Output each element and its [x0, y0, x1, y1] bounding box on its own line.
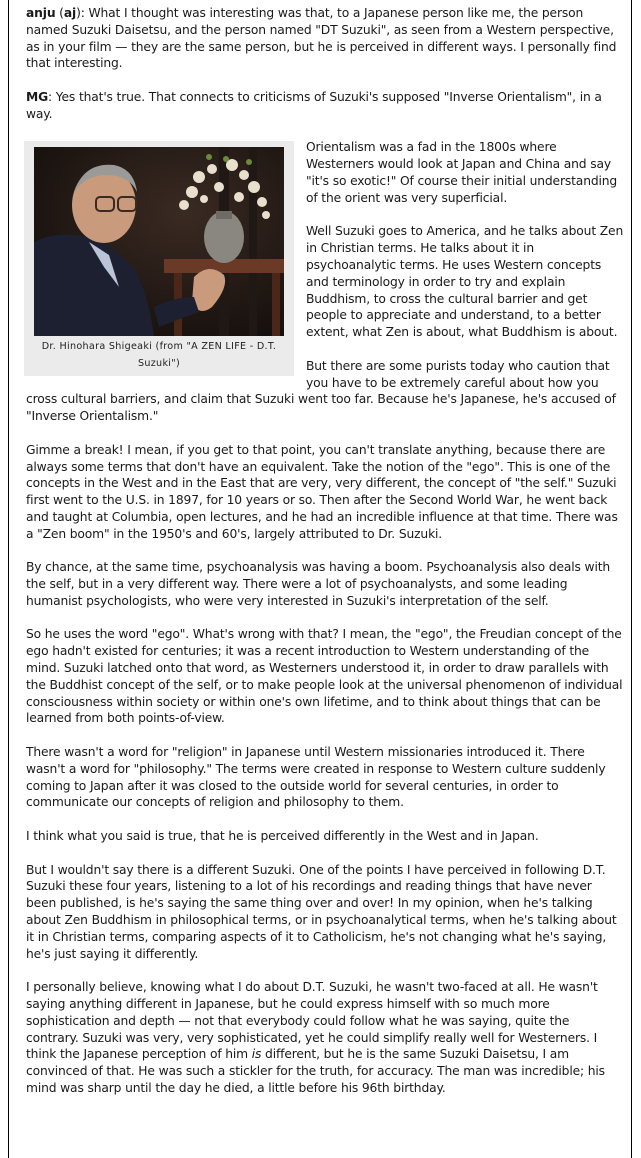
speaker-abbr: aj [63, 6, 77, 20]
paragraph-text: different, but he is the same Suzuki Daisetsu, I am convinced of that. He was such a stickler for the truth, for accuracy. The man was incredible; his mind was sharp until the day he died, a little before his 96th birthday. [26, 1047, 605, 1095]
paragraph: But I wouldn't say there is a different Suzuki. One of the points I have perceived in following D.T. Suzuki these four years, listening to a lot of his recordings and reading things that have never been published, is he's saying the same thing over and over! In my opinion, when he's talking about Zen Buddhism in philosophical terms, or in psychoanalytical terms, when he's talking about it in Christian terms, comparing aspects of it to Catholicism, he's not changing what he's saying, he's just saying it differently. [26, 862, 617, 961]
paragraph: I think what you said is true, that he is perceived differently in the West and in Japan. [26, 829, 539, 844]
paragraph-text: : Yes that's true. That connects to criticisms of Suzuki's supposed "Inverse Orientalism", in a way. [26, 89, 602, 121]
paragraph: By chance, at the same time, psychoanalysis was having a boom. Psychoanalysis also deals with the self, but in a very different way. There were a lot of psychoanalysts, and some leading humanist psychologists, who were very interested in Suzuki's interpretation of the self. [26, 560, 611, 608]
paragraph-text: I personally believe, knowing what I do about D.T. Suzuki, he wasn't two-faced at all. He wasn't saying anything different in Japanese, but he could express himself with so much more sophistication and depth — not that everybody could follow what he was saying, quite the contrary. Suzuki was very, very sophisticated, yet he could simplify really well for Westerners. I think the Japanese perception of him [26, 980, 598, 1062]
paragraph: There wasn't a word for "religion" in Japanese until Western missionaries introduced it. There wasn't a word for "philosophy." The terms were created in response to Western culture suddenly coming to Japan after it was closed to the outside world for several centuries, in order to communicate our concepts of religion and philosophy to them. [26, 745, 606, 810]
paragraph-anju: anju (aj): What I thought was interesting was that, to a Japanese person like me, the person named Suzuki Daisetsu, and the person named "DT Suzuki", as seen from a Western perspective, as in your film — they are the same person, but he is perceived in different ways. I personally find that interesting. [26, 6, 617, 71]
paragraph: Gimme a break! I mean, if you get to that point, you can't translate anything, because there are always some terms that don't have an equivalent. Take the notion of the "ego". This is one of the concepts in the West and in the East that are very, very different, the concept of "the self." Suzuki first went to the U.S. in 1897, for 10 years or so. Then after the Second World War, he went back and taught at Columbia, open lectures, and he had an incredible influence at that time. There was a "Zen boom" in the 1950's and 60's, largely attributed to Dr. Suzuki. [26, 442, 618, 541]
paragraph-mg [26, 89, 624, 123]
speaker-name: MG [26, 89, 49, 104]
paragraph-text: : What I thought was interesting was that, to a Japanese person like me, the person named Suzuki Daisetsu, and the person named "DT Suzuki", as seen from a Western perspective, as in your film — they are the same person, but he is perceived in different ways. I personally find that interesting. [26, 6, 617, 71]
paragraph: So he uses the word "ego". What's wrong with that? I mean, the "ego", the Freudian concept of the ego hadn't existed for centuries; it was a recent introduction to Western understanding of the mind. Suzuki latched onto that word, as Westerners understood it, in order to draw parallels with the Buddhist concept of the self, or to make people look at the universal phenomenon of individual consciousness within society or within one's own lifetime, and to think about things that can be learned from both points-of-view. [26, 627, 623, 726]
speaker-name: anju [26, 6, 56, 20]
photo-caption: Dr. Hinohara Shigeaki (from "A ZEN LIFE - D.T. Suzuki") [41, 341, 277, 370]
portrait-photo [34, 147, 284, 336]
paragraph: But there are some purists today who caution that you have to be extremely careful about how you cross cultural barriers, and claim that Suzuki went too far. Because he's Japanese, he's accused of "Inverse Orientalism." [26, 358, 616, 424]
paragraph-final [26, 979, 624, 1097]
paragraph: Well Suzuki goes to America, and he talks about Zen in Christian terms. He talks about it in psychoanalytic terms. He uses Western concepts and terminology in order to try and explain Buddhism, to cross the cultural barrier and get people to appreciate and understand, to a better extent, what Zen is about, what Buddhism is about. [306, 224, 624, 340]
emphasis: is [251, 1047, 262, 1062]
photo-figure [24, 141, 294, 376]
portrait-illustration [34, 147, 284, 336]
paragraph: Orientalism was a fad in the 1800s where Westerners would look at Japan and China and say "it's so exotic!" Of course their initial understanding of the orient was very superficial. [306, 140, 618, 205]
article-body [26, 5, 624, 1114]
